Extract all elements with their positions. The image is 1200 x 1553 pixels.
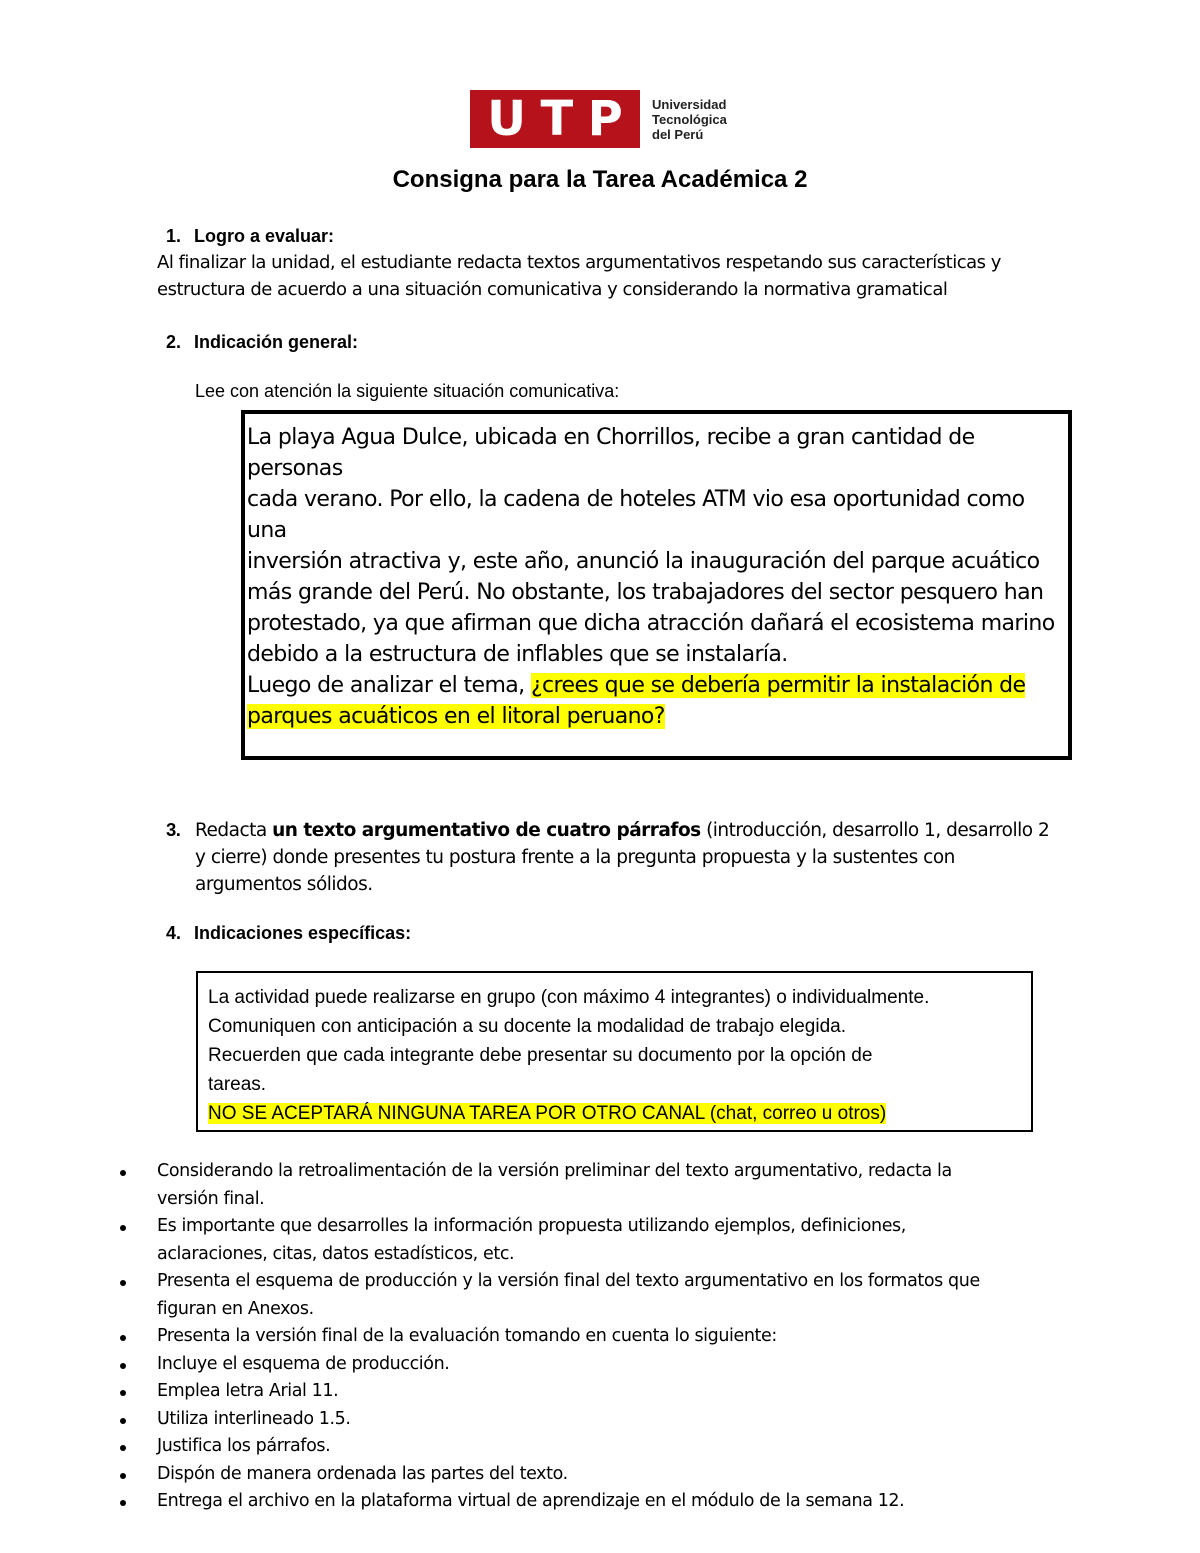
list-item: [120, 1406, 980, 1434]
section-3-bold: un texto argumentativo de cuatro párrafos: [272, 820, 701, 841]
section-3-line-3: argumentos sólidos.: [195, 874, 373, 895]
section-3: [166, 816, 1049, 898]
section-2-heading: [166, 332, 358, 353]
notice-warning: [208, 1099, 1031, 1128]
logo-line-3: del Perú: [652, 126, 704, 142]
section-2-intro: Lee con atención la siguiente situación comunicativa:: [195, 381, 620, 401]
notice-line-3: Recuerden que cada integrante debe presentar su documento por la opción de: [208, 1045, 873, 1066]
situation-line-6: debido a la estructura de inflables que se instalaría.: [247, 642, 788, 667]
bullet-icon: [120, 1335, 126, 1341]
section-3-number: 3.: [166, 819, 181, 840]
utp-logo: [470, 90, 727, 148]
bullet-icon: [120, 1500, 126, 1506]
bullet-icon: [120, 1225, 126, 1231]
list-item: [120, 1488, 980, 1516]
situation-line-5: protestado, ya que afirman que dicha atracción dañará el ecosistema marino: [247, 611, 1055, 636]
section-1-heading: [166, 226, 334, 247]
section-2-number: 2.: [166, 332, 182, 352]
logo-line-1: Universidad: [652, 96, 727, 112]
warning-text: NO SE ACEPTARÁ NINGUNA TAREA POR OTRO CANAL: [208, 1103, 705, 1124]
warning-highlight: [208, 1103, 886, 1124]
notice-box: [196, 971, 1033, 1132]
logo-wordmark: [652, 97, 727, 142]
logo-letter-p: P: [587, 91, 623, 147]
notice-line-2: Comuniquen con anticipación a su docente la modalidad de trabajo elegida.: [208, 1016, 846, 1037]
situation-line-3: inversión atractiva y, este año, anunció la inauguración del parque acuático: [247, 549, 1040, 574]
list-item-line: Es importante que desarrolles la información propuesta utilizando ejemplos, definiciones,: [157, 1216, 906, 1236]
bullet-icon: [120, 1280, 126, 1286]
notice-line-4: tareas.: [208, 1074, 267, 1095]
list-item-line: figuran en Anexos.: [157, 1298, 314, 1319]
question-lead: Luego de analizar el tema,: [247, 673, 531, 698]
list-item-line: Presenta la versión final de la evaluación tomando en cuenta lo siguiente:: [157, 1326, 777, 1346]
question-highlight-2: parques acuáticos en el litoral peruano?: [247, 704, 665, 729]
list-item: [120, 1433, 980, 1461]
logo-line-2: Tecnológica: [652, 111, 727, 127]
section-4-heading: [166, 923, 411, 944]
list-item-line: Justifica los párrafos.: [157, 1436, 331, 1456]
list-item: [120, 1378, 980, 1406]
logo-letter-u: U: [487, 91, 527, 147]
section-1-body: [157, 249, 1001, 303]
section-1-line-2: estructura de acuerdo a una situación comunicativa y considerando la normativa gramatical: [157, 279, 948, 300]
section-2-title: Indicación general:: [194, 332, 359, 352]
logo-mark: [470, 90, 640, 148]
section-4-title: Indicaciones específicas:: [194, 923, 412, 943]
section-3-post: (introducción, desarrollo 1, desarrollo 2: [700, 820, 1050, 841]
situation-line-1: La playa Agua Dulce, ubicada en Chorrillos, recibe a gran cantidad de personas: [247, 425, 975, 481]
situation-question-cont: [247, 701, 1068, 732]
section-3-pre: Redacta: [195, 820, 273, 841]
situation-line-2: cada verano. Por ello, la cadena de hoteles ATM vio esa oportunidad como una: [247, 487, 1025, 543]
warning-suffix: (chat, correo u otros): [704, 1103, 887, 1124]
list-item: [120, 1461, 980, 1489]
bullet-icon: [120, 1418, 126, 1424]
list-item-line: aclaraciones, citas, datos estadísticos, etc.: [157, 1243, 515, 1264]
list-item-line: Emplea letra Arial 11.: [157, 1381, 339, 1401]
situation-box: [241, 410, 1072, 760]
situation-question: [247, 670, 1068, 701]
list-item: [120, 1158, 980, 1213]
list-item-line: versión final.: [157, 1188, 265, 1209]
list-item-line: Considerando la retroalimentación de la versión preliminar del texto argumentativo, redacta la: [157, 1161, 952, 1181]
section-4-number: 4.: [166, 923, 182, 943]
list-item: [120, 1323, 980, 1351]
bullet-icon: [120, 1363, 126, 1369]
question-highlight-1: ¿crees que se debería permitir la instalación de: [530, 673, 1026, 698]
list-item: [120, 1268, 980, 1323]
bullet-icon: [120, 1445, 126, 1451]
situation-line-4: más grande del Perú. No obstante, los trabajadores del sector pesquero han: [247, 580, 1044, 605]
notice-line-1: La actividad puede realizarse en grupo (con máximo 4 integrantes) o individualmente.: [208, 987, 930, 1008]
list-item-line: Incluye el esquema de producción.: [157, 1353, 450, 1374]
bullet-icon: [120, 1170, 126, 1176]
list-item-line: Entrega el archivo en la plataforma virtual de aprendizaje en el módulo de la semana 12.: [157, 1491, 905, 1511]
section-3-line-1: [166, 816, 1049, 844]
list-item-line: Presenta el esquema de producción y la versión final del texto argumentativo en los formatos que: [157, 1271, 980, 1291]
list-item: [120, 1213, 980, 1268]
section-3-line-2: y cierre) donde presentes tu postura frente a la pregunta propuesta y la sustentes con: [195, 847, 955, 868]
list-item-line: Dispón de manera ordenada las partes del texto.: [157, 1463, 568, 1484]
section-1-number: 1.: [166, 226, 182, 246]
section-1-line-1: Al finalizar la unidad, el estudiante redacta textos argumentativos respetando sus características y: [157, 252, 1001, 273]
bullet-icon: [120, 1473, 126, 1479]
bullet-icon: [120, 1390, 126, 1396]
list-item: [120, 1351, 980, 1379]
instructions-list: [120, 1158, 980, 1516]
section-1-title: Logro a evaluar:: [194, 226, 335, 246]
logo-letter-t: T: [540, 91, 574, 147]
page-title: Consigna para la Tarea Académica 2: [392, 166, 808, 193]
list-item-line: Utiliza interlineado 1.5.: [157, 1408, 351, 1429]
